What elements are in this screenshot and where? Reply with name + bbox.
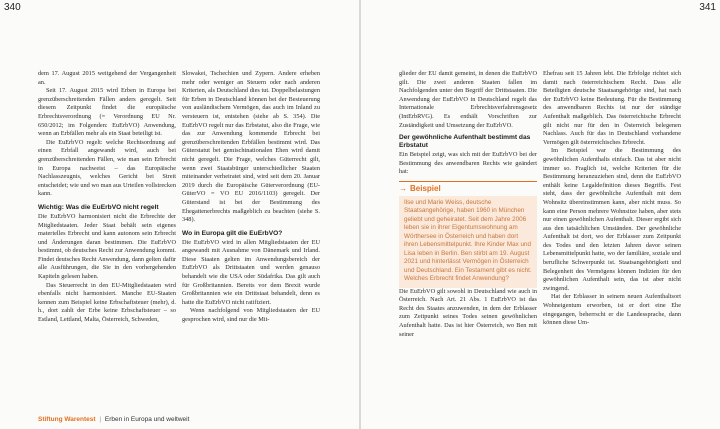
right-page xyxy=(361,0,720,429)
footer-title: Erben in Europa und weltweit xyxy=(104,416,190,423)
paragraph: Die EuErbVO regelt: welche Rechtsordnung auf einen Erbfall angewandt wird, auch bei grenzüberschreitenden Fällen, wie man sein Erbrecht in Europa nachweist – das Europäische Nachlasszeugnis, welches Gericht bei Streit entscheidet; wie und wo man aus Urteilen vollstrecken kann. xyxy=(38,138,176,198)
left-column-2 xyxy=(182,70,320,325)
paragraph: Seit 17. August 2015 wird Erben in Europa bei grenzüberschreitenden Fällen anders geregelt. Seit diesem Zeitpunkt findet die europäische Erbrechtsverordnung (= Verordnung EU Nr. 650/2012; im Folgenden: EuErbVO) Anwendung, wenn an Erbfällen mehr als ein Staat beteiligt ist. xyxy=(38,87,176,138)
right-page-number: 341 xyxy=(699,2,716,13)
paragraph: Slowakei, Tschechien und Zypern. Andere erheben mehr oder weniger an Steuern oder nach anderen Kriterien, als Deutschland dies tut. Doppelbelastungen für Erben in Deutschland können bei der Besteuerung von ausländischem Vermögen, das auch im Inland zu versteuern ist, entstehen (siehe ab S. 354). Die EuErbVO regelt nur das Erbstatut, also die Frage, wie das zur Anwendung kommende Erbrecht bei grenzüberschreitenden Erbfällen bestimmt wird. Das Güterstatut bei gemischtnationalen Ehen wird damit nicht geregelt. Die Frage, welches Güterrecht gilt, wenn zwei Staatsbürger unterschiedlicher Staaten miteinander verheiratet sind, wird seit dem 20. Januar 2019 durch die Europäische Güterverordnung (EU-GüterVO = VO EU 2016/1103) geregelt. Der Güterstand ist bei der Bestimmung des Ehegattenerbrechts maßgeblich zu beachten (siehe S. 348). xyxy=(182,70,320,224)
left-column-1 xyxy=(38,70,176,325)
paragraph: Die EuErbVO harmonisiert nicht die Erbrechte der Mitgliedstaaten. Jeder Staat behält sein eigenes materielles Erbrecht und kann autonom sein Erbrecht und Änderungen daran bestimmen. Die EuErbVO bestimmt, ob deutsches Recht zur Anwendung kommt. Findet deutsches Recht Anwendung, dann gelten dafür alle Ausführungen, die Sie in den vorhergehenden Kapiteln gelesen haben. xyxy=(38,212,176,281)
example-title: Beispiel xyxy=(410,183,441,193)
page-footer xyxy=(38,416,189,423)
paragraph: Ehefrau seit 15 Jahren lebt. Die Erbfolge richtet sich damit nach österreichischem Recht. Dass alle Beteiligten deutsche Staatsangehörige sind, hat nach der EuErbVO keine Bedeutung. Für die Bestimmung des anwendbaren Rechts ist nur der ständige Aufenthalt maßgeblich. Das österreichische Erbrecht gilt nicht nur für den in Österreich belegenen Nachlass. Auch für das in Deutschland vorhandene Vermögen gilt österreichisches Erbrecht. xyxy=(543,70,681,146)
paragraph: Die EuErbVO gilt sowohl in Deutschland wie auch in Österreich. Nach Art. 21 Abs. 1 EuErbVO ist das Recht des Staates anzuwenden, in dem der Erblasser zum Zeitpunkt seines Todes seinen gewöhnlichen Aufenthalt hatte. Das ist hier Österreich, wo Ben mit seiner xyxy=(399,287,537,338)
footer-separator: | xyxy=(99,416,102,423)
example-text: Ilse und Marie Weiss, deutsche Staatsangehörige, haben 1960 in München geliebt und geheiratet. Seit dem Jahre 2006 leben sie in ihrer Eigentumswohnung am Wörthersee in Österreich und haben dort ihren Lebensmittelpunkt. Ihre Kinder Max und Lisa leben in Berlin. Ben stirbt am 19. August 2021 und hinterlässt Vermögen in Österreich und Deutschland. Ein Testament gibt es nicht. Welches Erbrecht findet Anwendung? xyxy=(404,198,532,283)
right-column-2 xyxy=(543,70,681,328)
left-page xyxy=(0,0,359,429)
paragraph: Das Steuerrecht in den EU-Mitgliedstaaten wird ebenfalls nicht harmonisiert. Manche EU-Staaten kennen zum Beispiel keine Erbschaftsteuer (mehr), d. h., dort zahlt der Erbe keine Erbschaftsteuer – so Estland, Lettland, Malta, Österreich, Schweden, xyxy=(38,281,176,324)
footer-brand: Stiftung Warentest xyxy=(38,416,96,423)
section-heading: Wichtig: Was die EuErbVO nicht regelt xyxy=(38,203,159,211)
paragraph: dem 17. August 2015 weitgehend der Vergangenheit an. xyxy=(38,70,176,86)
example-body xyxy=(399,196,537,288)
example-header xyxy=(399,181,537,194)
paragraph: glieder der EU damit gemeint, in denen die EuErbVO gilt. Die zwei anderen Staaten fallen im Nachfolgenden unter den Begriff der Drittstaaten. Die Anwendung der EuErbVO in Deutschland regelt das Internationale Erbrechtsverfahrensgesetz (IntErbRVG). Es enthält Vorschriften zur Zuständigkeit und Umsetzung der EuErbVO. xyxy=(399,70,537,129)
left-page-number: 340 xyxy=(4,2,21,13)
paragraph: Ein Beispiel zeigt, was sich mit der EuErbVO bei der Bestimmung des anwendbaren Rechts wie geändert hat: xyxy=(399,151,537,176)
section-heading: Wo in Europa gilt die EuErbVO? xyxy=(182,229,283,237)
paragraph: Die EuErbVO wird in allen Mitgliedstaaten der EU angewandt mit Ausnahme von Dänemark und Irland. Diese Staaten gelten im Anwendungsbereich der EuErbVO als Drittstaaten und werden genauso behandelt wie die USA oder Südafrika. Das gilt auch für Großbritannien. Bereits vor dem Brexit wurde Großbritannien wie ein Drittstaat behandelt, denn es hatte die EuErbVO nicht ratifiziert. xyxy=(182,238,320,306)
paragraph: Wenn nachfolgend von Mitgliedstaaten der EU gesprochen wird, sind nur die Mit- xyxy=(182,307,320,324)
section-heading: Der gewöhnliche Aufenthalt bestimmt das Erbstatut xyxy=(399,134,531,150)
example-box xyxy=(399,181,537,288)
paragraph: Hat der Erblasser in seinem neuen Aufenthaltsort Wohneigentum erworben, ist er dort eine Ehe eingegangen, beherrscht er die Landessprache, dann können diese Um- xyxy=(543,293,681,327)
paragraph: Im Beispiel war die Bestimmung des gewöhnlichen Aufenthalts einfach. Das ist aber nicht immer so. Fraglich ist, welche Kriterien für die Bestimmung heranzuziehen sind, denn die EuErbVO enthält keine Legaldefinition dieses Begriffs. Fest steht, dass der gewöhnliche Aufenthalt mit dem Wohnsitz übereinstimmen kann, aber nicht muss. So kann eine Person mehrere Wohnsitze haben, aber stets nur einen gewöhnlichen Aufenthalt. Dieser ergibt sich aus den tatsächlichen Umständen. Der gewöhnliche Aufenthalt ist dort, wo der Erblasser zum Zeitpunkt des Todes und den letzten Jahren davor seinen Lebensmittelpunkt hatte, wo der familiäre, soziale und berufliche Schwerpunkt ist. Staatsangehörigkeit und Belegenheit des Vermögens können Indizien für den gewöhnlichen Aufenthalt sein, das ist aber nicht zwingend. xyxy=(543,147,681,292)
right-column-1 xyxy=(399,70,537,339)
arrow-right-icon: → xyxy=(399,183,407,193)
